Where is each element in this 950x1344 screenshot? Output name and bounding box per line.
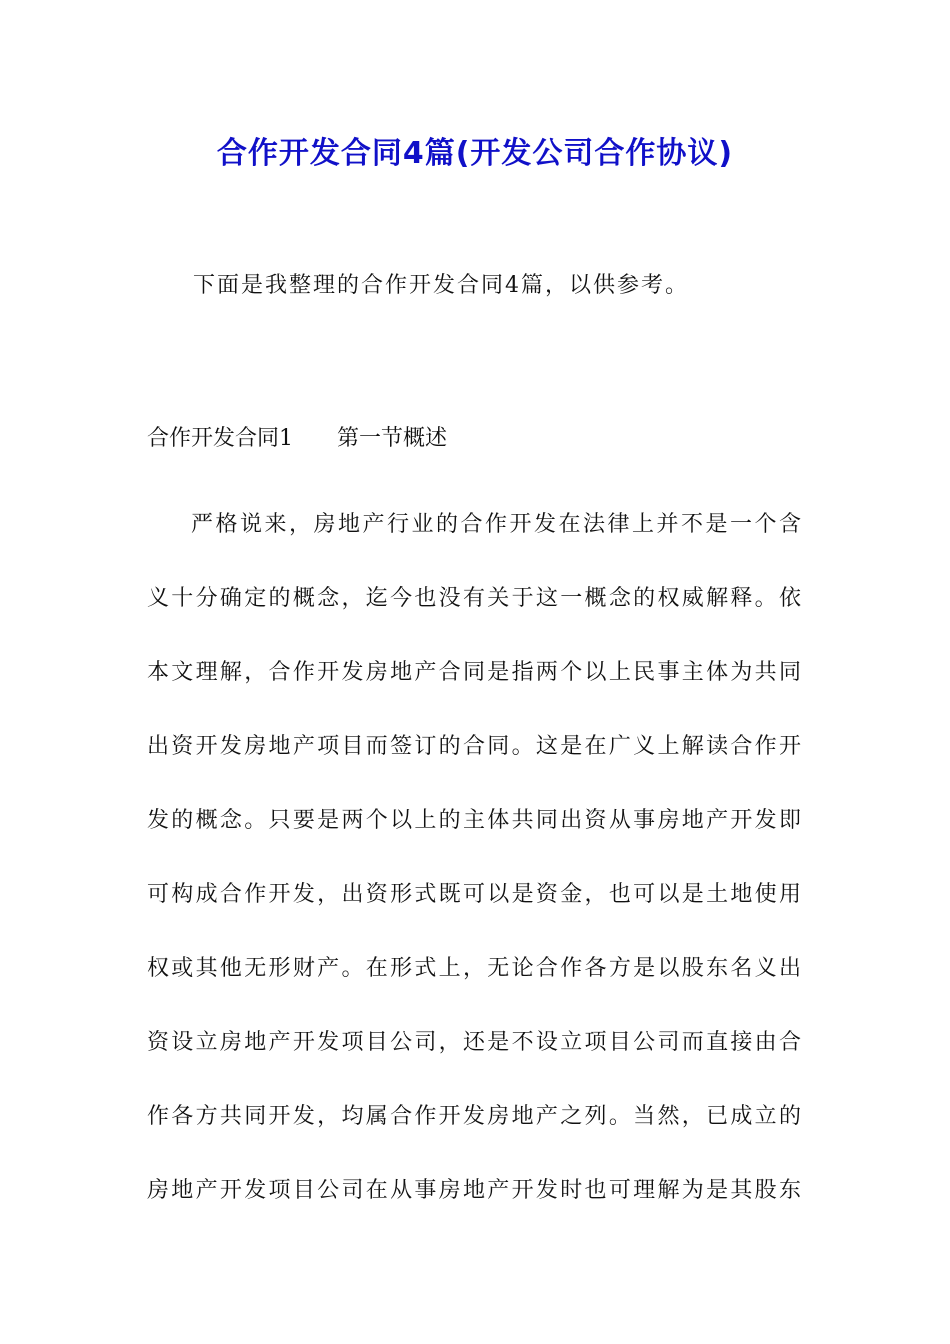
section-subtitle: 第一节概述 <box>337 426 448 451</box>
section-name: 合作开发合同1 <box>147 426 293 451</box>
intro-text: 下面是我整理的合作开发合同4篇，以供参考。 <box>193 273 689 298</box>
body-paragraph: 严格说来，房地产行业的合作开发在法律上并不是一个含义十分确定的概念，迄今也没有关于这一概念的权威解释。依本文理解，合作开发房地产合同是指两个以上民事主体为共同出资开发房地产项目而签订的合同。这是在广义上解读合作开发的概念。只要是两个以上的主体共同出资从事房地产开发即可构成合作开发，出资形式既可以是资金，也可以是土地使用权或其他无形财产。在形式上，无论合作各方是以股东名义出资设立房地产开发项目公司，还是不设立项目公司而直接由合作各方共同开发，均属合作开发房地产之列。当然，已成立的房地产开发项目公司在从事房地产开发时也可理解为是其股东 <box>147 512 803 1203</box>
document-title: 合作开发合同4篇(开发公司合作协议) <box>216 136 734 171</box>
section-heading <box>147 421 447 452</box>
